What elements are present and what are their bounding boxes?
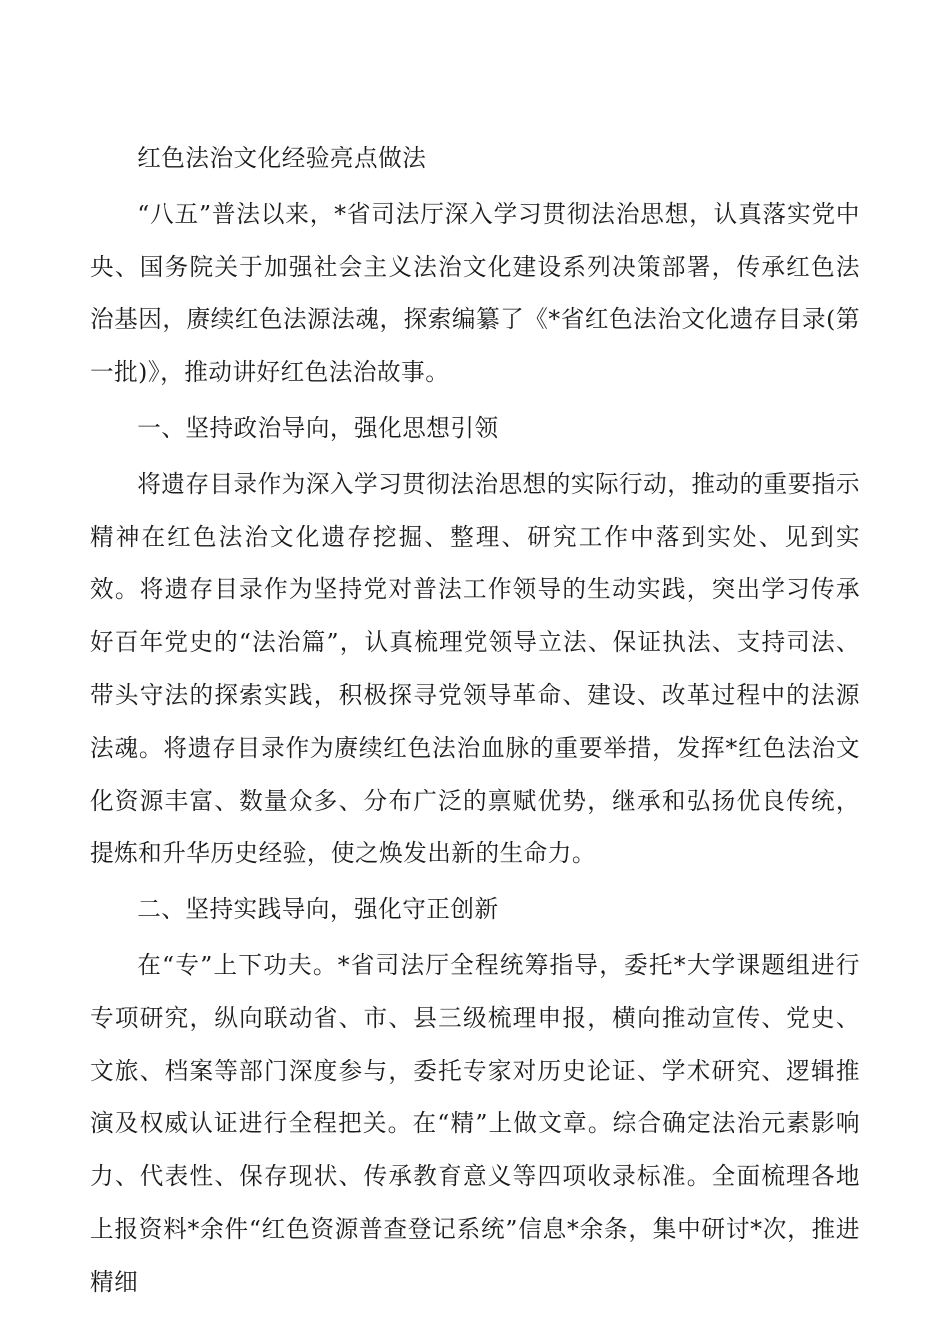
paragraph-section-1: 将遗存目录作为深入学习贯彻法治思想的实际行动，推动的重要指示精神在红色法治文化遗存挖掘、整理、研究工作中落到实处、见到实效。将遗存目录作为坚持党对普法工作领导的生动实践，突出学习传承好百年党史的“法治篇”，认真梳理党领导立法、保证执法、支持司法、带头守法的探索实践，积极探寻党领导革命、建设、改革过程中的法源法魂。将遗存目录作为赓续红色法治血脉的重要举措，发挥*红色法治文化资源丰富、数量众多、分布广泛的禀赋优势，继承和弘扬优良传统，提炼和升华历史经验，使之焕发出新的生命力。 — [90, 469, 860, 868]
paragraph-intro: “八五”普法以来，*省司法厅深入学习贯彻法治思想，认真落实党中央、国务院关于加强社会主义法治文化建设系列决策部署，传承红色法治基因，赓续红色法源法魂，探索编纂了《*省红色法治文化遗存目录(第一批)》，推动讲好红色法治故事。 — [90, 199, 860, 387]
document-title: 红色法治文化经验亮点做法 — [137, 144, 427, 172]
document-page — [90, 132, 860, 1309]
paragraph-section-2: 在“专”上下功夫。*省司法厅全程统筹指导，委托*大学课题组进行专项研究，纵向联动省、市、县三级梳理申报，横向推动宣传、党史、文旅、档案等部门深度参与，委托专家对历史论证、学术研究、逻辑推演及权威认证进行全程把关。在“精”上做文章。综合确定法治元素影响力、代表性、保存现状、传承教育意义等四项收录标准。全面梳理各地上报资料*余件“红色资源普查登记系统”信息*余条，集中研讨*次，推进精细 — [90, 950, 860, 1296]
section-heading-1: 一、坚持政治导向，强化思想引领 — [137, 413, 499, 442]
section-heading-2: 二、坚持实践导向，强化守正创新 — [137, 895, 499, 924]
